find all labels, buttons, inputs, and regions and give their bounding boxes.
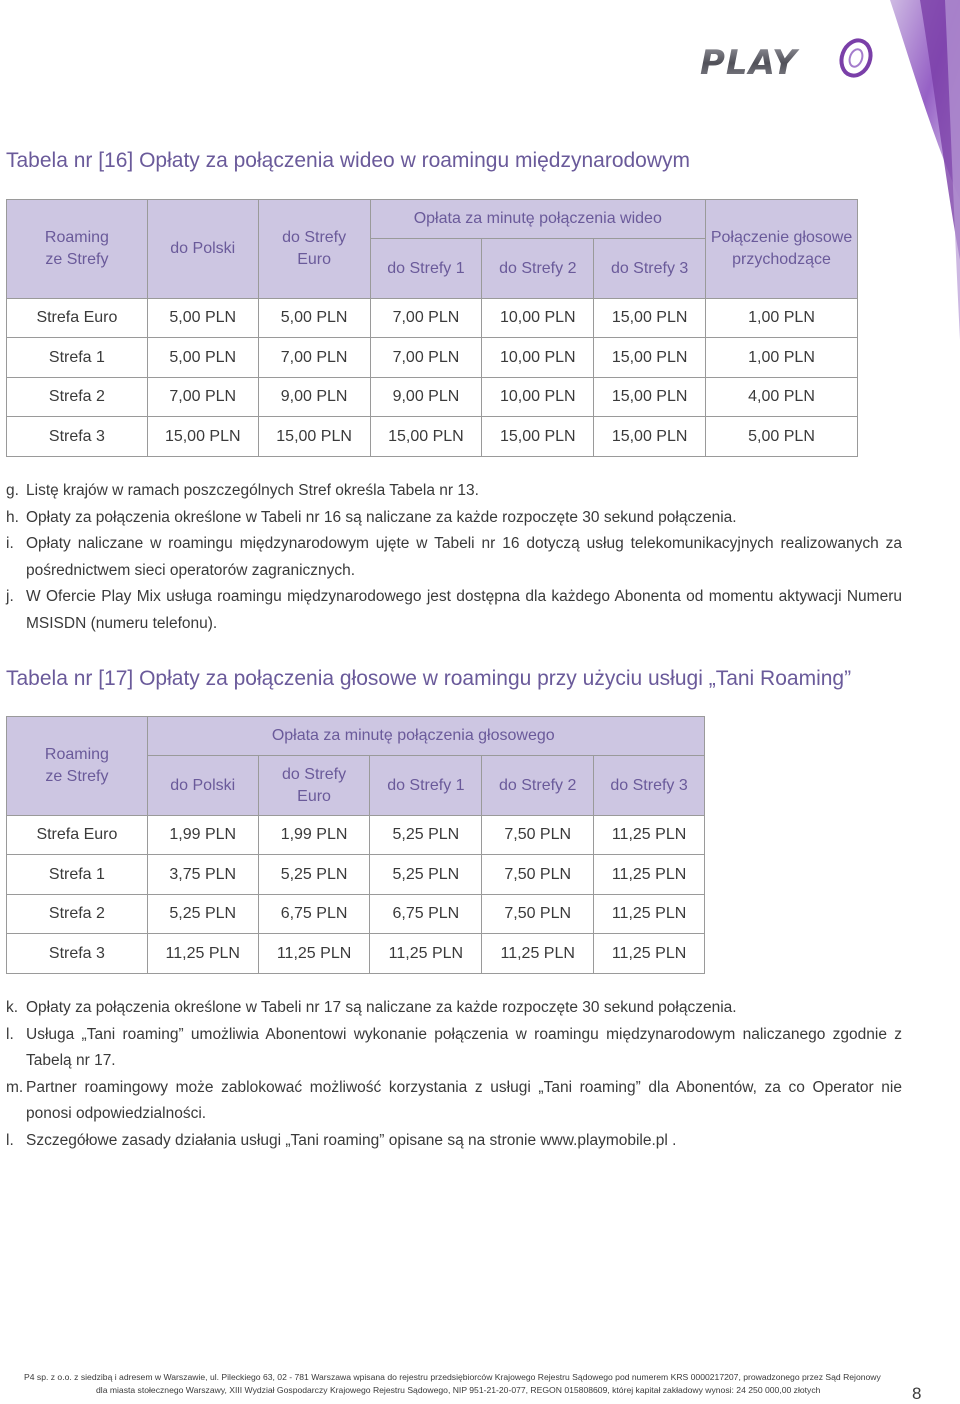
note-item: i. Opłaty naliczane w roamingu międzynarodowym ujęte w Tabeli nr 16 dotyczą usług telekomunikacyjnych realizowanych za pośrednictwem sieci operatorów zagranicznych. — [6, 535, 902, 579]
column-header: do Polski — [147, 200, 258, 299]
table-row: Strefa 1 3,75 PLN 5,25 PLN 5,25 PLN 7,50 PLN 11,25 PLN — [7, 855, 705, 895]
notes-table-17 — [6, 995, 902, 1154]
column-header: do Strefy 2 — [482, 756, 594, 816]
note-item: h. Opłaty za połączenia określone w Tabeli nr 16 są naliczane za każde rozpoczęte 30 sekund połączenia. — [6, 508, 737, 526]
table-row: Strefa 2 5,25 PLN 6,75 PLN 6,75 PLN 7,50 PLN 11,25 PLN — [7, 895, 705, 934]
roaming-header: Roaming ze Strefy — [7, 200, 148, 299]
column-header: do Strefy 1 — [370, 239, 482, 299]
table-row: Strefa Euro 1,99 PLN 1,99 PLN 5,25 PLN 7,50 PLN 11,25 PLN — [7, 816, 705, 855]
table-row: Strefa 1 5,00 PLN 7,00 PLN 7,00 PLN 10,00 PLN 15,00 PLN 1,00 PLN — [7, 338, 858, 378]
note-item: l. Szczegółowe zasady działania usługi „Tani roaming” opisane są na stronie www.playmobile.pl . — [6, 1131, 677, 1149]
column-header: do Strefy 3 — [594, 239, 706, 299]
play-logo — [700, 36, 880, 84]
note-item: k. Opłaty za połączenia określone w Tabeli nr 17 są naliczane za każde rozpoczęte 30 sekund połączenia. — [6, 999, 737, 1016]
column-header: do Strefy 1 — [370, 756, 482, 816]
table-row: Strefa Euro 5,00 PLN 5,00 PLN 7,00 PLN 10,00 PLN 15,00 PLN 1,00 PLN — [7, 299, 858, 338]
column-header: do Polski — [147, 756, 258, 816]
table-16-title: Tabela nr [16] Opłaty za połączenia wideo w roamingu międzynarodowym — [6, 149, 691, 172]
page-number: 8 — [912, 1384, 922, 1403]
note-item: g. Listę krajów w ramach poszczególnych Stref określa Tabela nr 13. — [6, 482, 479, 499]
notes-table-16 — [6, 478, 902, 637]
table-row: Strefa 3 15,00 PLN 15,00 PLN 15,00 PLN 15,00 PLN 15,00 PLN 5,00 PLN — [7, 417, 858, 457]
note-item: j. W Ofercie Play Mix usługa roamingu międzynarodowego jest dostępna dla każdego Abonenta od momentu aktywacji Numeru MSISDN (numeru telefonu). — [6, 588, 902, 632]
table-row: Strefa 2 7,00 PLN 9,00 PLN 9,00 PLN 10,00 PLN 15,00 PLN 4,00 PLN — [7, 378, 858, 417]
note-item: m. Partner roamingowy może zablokować możliwość korzystania z usługi „Tani roaming” dla Abonentów, za co Operator nie ponosi odpowiedzialności. — [6, 1078, 902, 1122]
footer-line: P4 sp. z o.o. z siedzibą i adresem w Warszawie, ul. Pileckiego 63, 02 - 781 Warszawa wpisana do rejestru przedsiębiorców Krajowego Rejestru Sądowego pod numerem KRS 0000217207, prowadzonego przez Sąd Rejonowy — [24, 1372, 881, 1382]
column-header: do Strefy Euro — [258, 200, 370, 299]
svg-text:PLAY: PLAY — [700, 43, 798, 83]
table-row: Strefa 3 11,25 PLN 11,25 PLN 11,25 PLN 11,25 PLN 11,25 PLN — [7, 934, 705, 974]
note-item: l. Usługa „Tani roaming” umożliwia Abonentowi wykonanie połączenia w roamingu międzynarodowym naliczanego zgodnie z Tabelą nr 17. — [6, 1025, 902, 1069]
column-header: Połączenie głosowe przychodzące — [706, 200, 858, 299]
column-header: do Strefy Euro — [258, 756, 370, 816]
footer-line: dla miasta stołecznego Warszawy, XIII Wydział Gospodarczy Krajowego Rejestru Sądowego, NIP 951-21-20-077, REGON 015808609, której kapitał zakładowy wynosi: 24 250 000,00 złotych — [96, 1385, 821, 1395]
video-roaming-table — [6, 199, 858, 457]
roaming-header: Roaming ze Strefy — [7, 717, 148, 816]
legal-footer — [24, 1371, 904, 1397]
tani-roaming-table — [6, 716, 705, 974]
group-header: Opłata za minutę połączenia wideo — [370, 200, 706, 239]
group-header: Opłata za minutę połączenia głosowego — [147, 717, 704, 756]
column-header: do Strefy 2 — [482, 239, 594, 299]
table-17-title: Tabela nr [17] Opłaty za połączenia głosowe w roamingu przy użyciu usługi „Tani Roaming” — [6, 667, 852, 690]
column-header: do Strefy 3 — [594, 756, 705, 816]
